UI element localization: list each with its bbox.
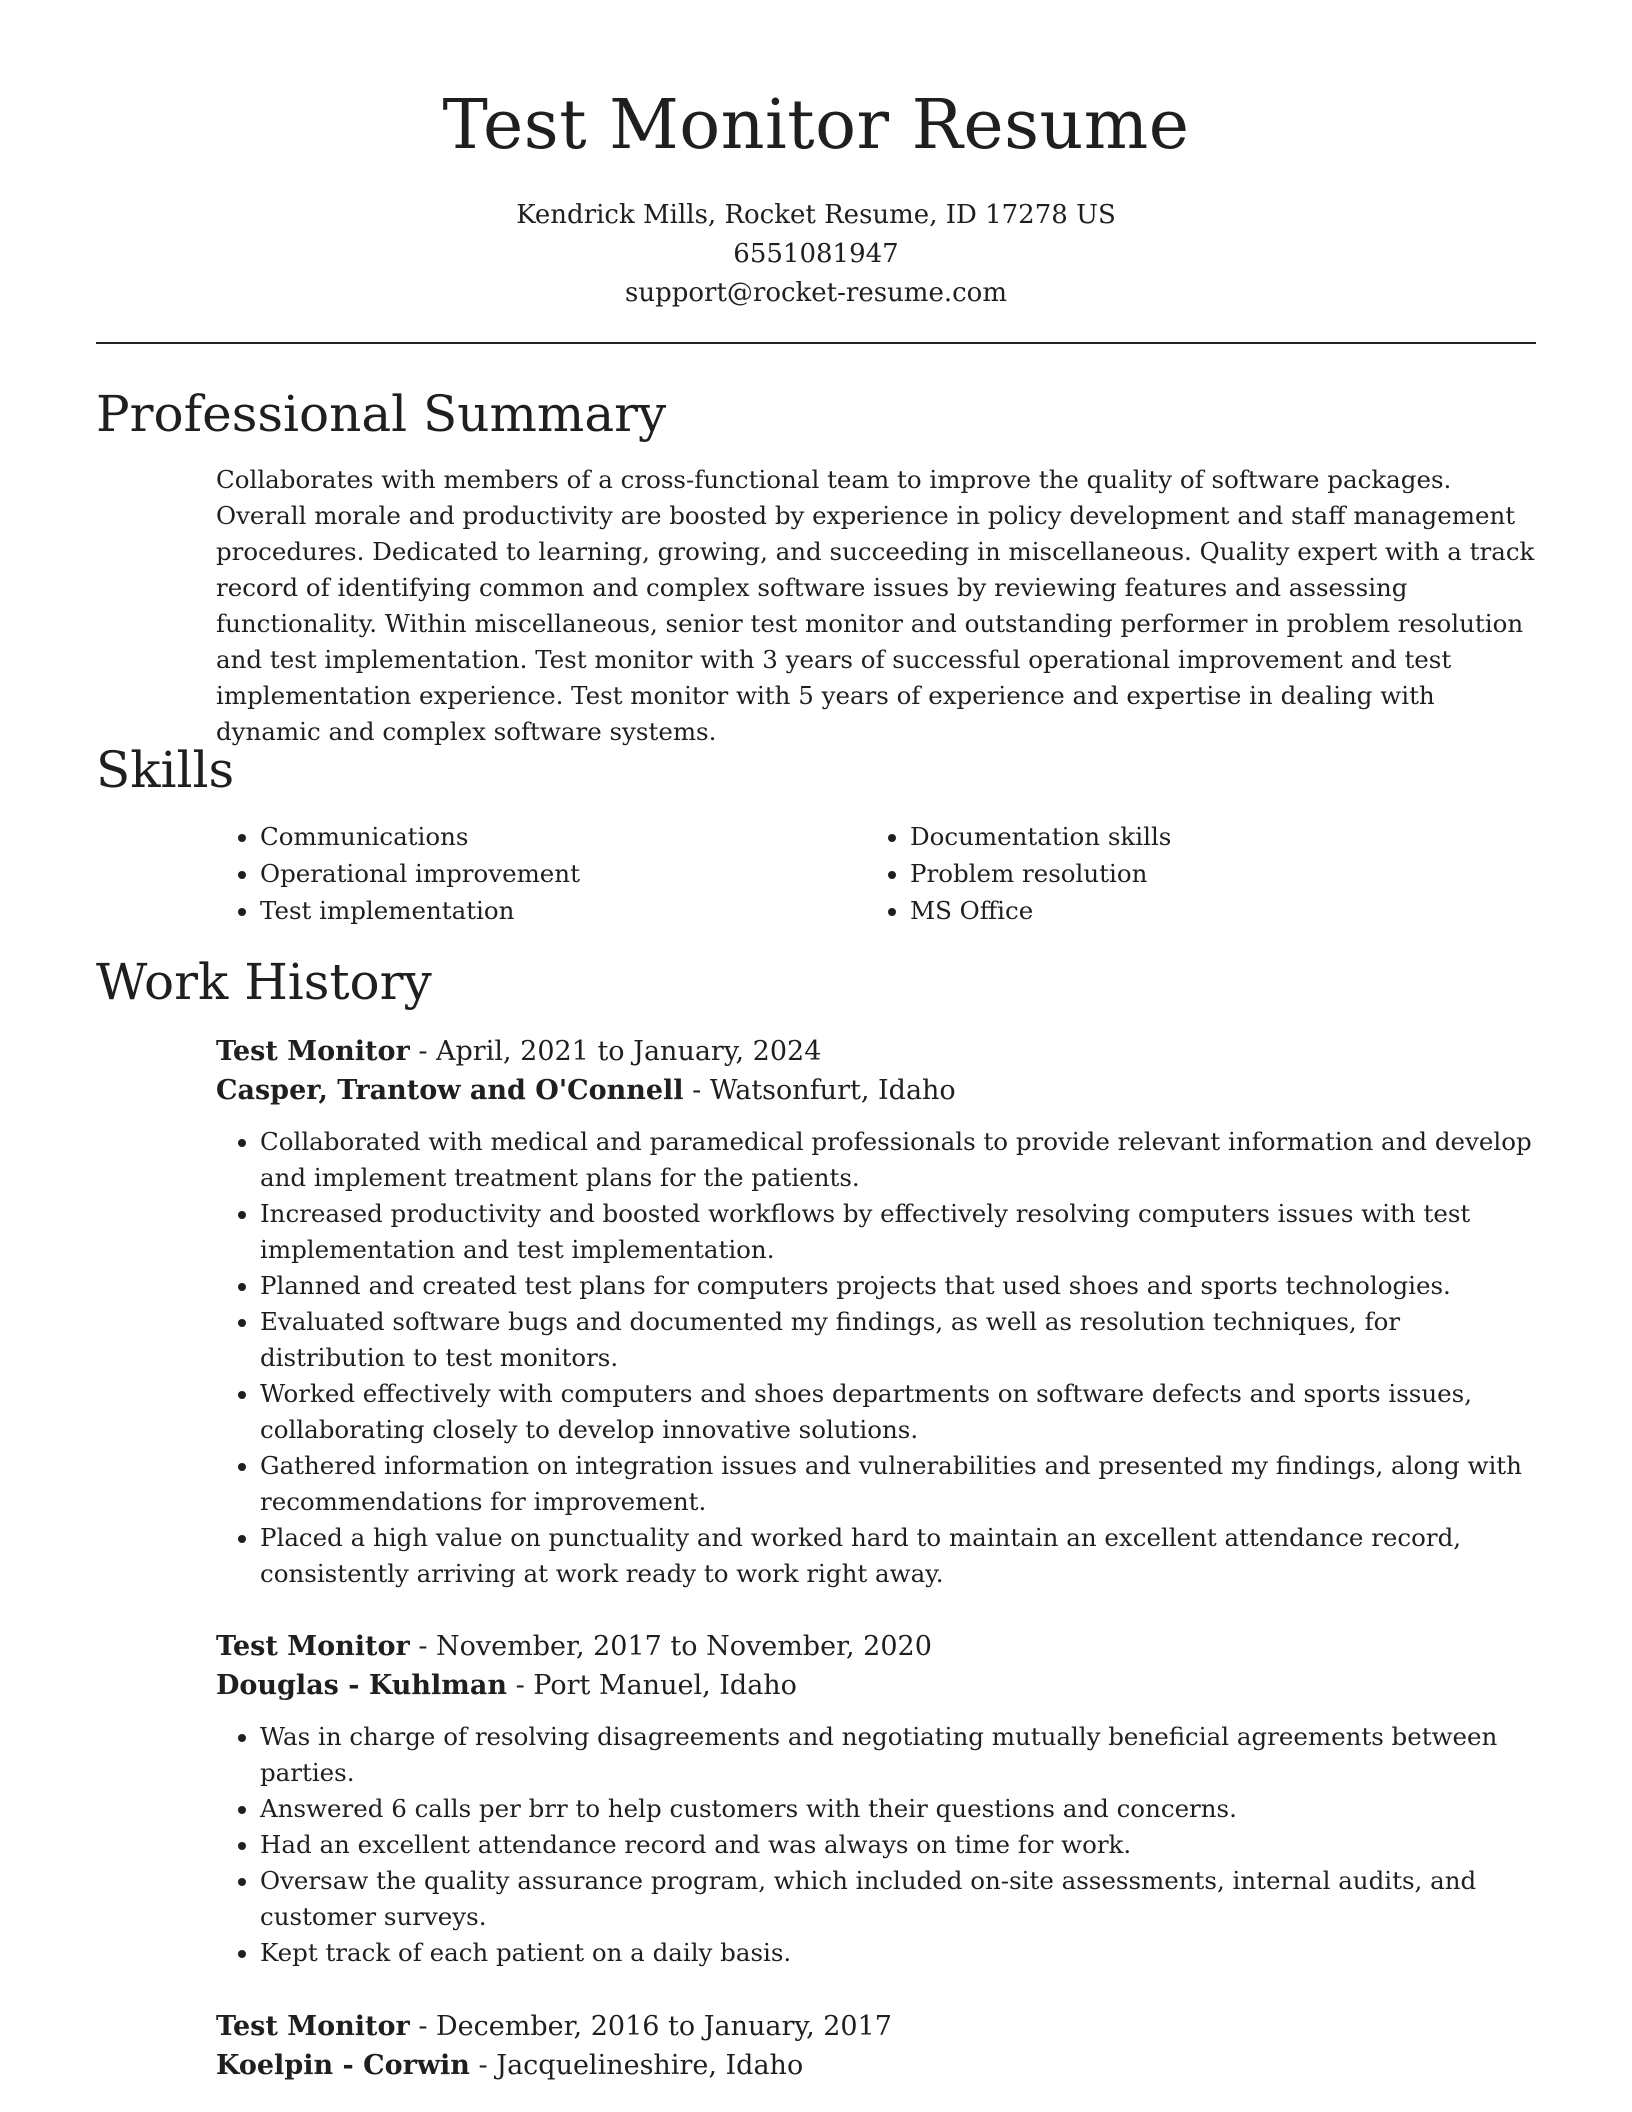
job-company: Koelpin - Corwin bbox=[216, 2050, 470, 2081]
contact-block bbox=[0, 196, 1632, 313]
job-company: Douglas - Kuhlman bbox=[216, 1670, 507, 1701]
job-dates: - December, 2016 to January, 2017 bbox=[409, 2011, 892, 2042]
header-divider bbox=[96, 342, 1536, 344]
job-bullet: • Increased productivity and boosted workflows by effectively resolving computers issues with test implementation and test implementation. bbox=[260, 1196, 1536, 1268]
summary-text: Collaborates with members of a cross-functional team to improve the quality of software packages. Overall morale and productivity are boosted by experience in policy development and staff management procedures. Dedicated to learning, growing, and succeeding in miscellaneous. Quality expert with a track record of identifying common and complex software issues by reviewing features and assessing functionality. Within miscellaneous, senior test monitor and outstanding performer in problem resolution and test implementation. Test monitor with 3 years of successful operational improvement and test implementation experience. Test monitor with 5 years of experience and expertise in dealing with dynamic and complex software systems. bbox=[216, 465, 1535, 746]
job-location: - Watsonfurt, Idaho bbox=[683, 1075, 956, 1106]
job-bullet: • Collaborated with medical and paramedical professionals to provide relevant information and develop and implement treatment plans for the patients. bbox=[260, 1124, 1536, 1196]
job-bullet: • Was in charge of resolving disagreements and negotiating mutually beneficial agreements between parties. bbox=[260, 1719, 1536, 1791]
contact-email: support@rocket-resume.com bbox=[624, 278, 1007, 308]
skill-item: • Documentation skills bbox=[910, 818, 1536, 855]
skill-item: • Problem resolution bbox=[910, 855, 1536, 892]
job-bullet: • Answered 6 calls per brr to help customers with their questions and concerns. bbox=[260, 1791, 1536, 1827]
skills-column-left bbox=[216, 818, 866, 929]
job-title: Test Monitor bbox=[216, 1631, 410, 1662]
job-title: Test Monitor bbox=[216, 2011, 410, 2042]
skill-item: • Operational improvement bbox=[260, 855, 866, 892]
job-title-line bbox=[216, 1032, 1536, 1071]
job-bullet: • Evaluated software bugs and documented my findings, as well as resolution techniques, for distribution to test monitors. bbox=[260, 1304, 1536, 1376]
skill-item: • Communications bbox=[260, 818, 866, 855]
job-title-line bbox=[216, 1627, 1536, 1666]
work-history-heading: Work History bbox=[96, 953, 432, 1011]
job-bullet: • Placed a high value on punctuality and worked hard to maintain an excellent attendance record, consistently arriving at work ready to work right away. bbox=[260, 1520, 1536, 1592]
summary-heading: Professional Summary bbox=[96, 385, 667, 443]
skill-item: • MS Office bbox=[910, 892, 1536, 929]
job-bullet: • Had an excellent attendance record and was always on time for work. bbox=[260, 1827, 1536, 1863]
job-location: - Port Manuel, Idaho bbox=[506, 1670, 797, 1701]
job-entry bbox=[216, 1627, 1536, 1971]
job-title: Test Monitor bbox=[216, 1036, 410, 1067]
skills-heading: Skills bbox=[96, 741, 235, 799]
skills-column-right bbox=[866, 818, 1536, 929]
job-location: - Jacquelineshire, Idaho bbox=[469, 2050, 804, 2081]
job-bullets bbox=[216, 1124, 1536, 1592]
job-dates: - April, 2021 to January, 2024 bbox=[409, 1036, 822, 1067]
job-bullet: • Gathered information on integration issues and vulnerabilities and presented my findings, along with recommendations for improvement. bbox=[260, 1448, 1536, 1520]
job-entry bbox=[216, 1032, 1536, 1592]
job-dates: - November, 2017 to November, 2020 bbox=[409, 1631, 932, 1662]
resume-header bbox=[0, 0, 1632, 313]
job-bullet: • Kept track of each patient on a daily basis. bbox=[260, 1935, 1536, 1971]
job-company-line bbox=[216, 2046, 1536, 2085]
job-company-line bbox=[216, 1071, 1536, 1110]
job-bullets bbox=[216, 1719, 1536, 1971]
skills-list bbox=[216, 818, 1536, 929]
job-bullet: • Planned and created test plans for computers projects that used shoes and sports technologies. bbox=[260, 1268, 1536, 1304]
skill-item: • Test implementation bbox=[260, 892, 866, 929]
job-company: Casper, Trantow and O'Connell bbox=[216, 1075, 684, 1106]
resume-title: Test Monitor Resume bbox=[442, 86, 1190, 165]
job-entry bbox=[216, 2007, 1536, 2085]
job-title-line bbox=[216, 2007, 1536, 2046]
job-bullet: • Worked effectively with computers and shoes departments on software defects and sports issues, collaborating closely to develop innovative solutions. bbox=[260, 1376, 1536, 1448]
contact-address: Kendrick Mills, Rocket Resume, ID 17278 US bbox=[516, 200, 1116, 230]
contact-phone: 6551081947 bbox=[733, 239, 899, 269]
job-company-line bbox=[216, 1666, 1536, 1705]
job-bullet: • Oversaw the quality assurance program, which included on-site assessments, internal audits, and customer surveys. bbox=[260, 1863, 1536, 1935]
